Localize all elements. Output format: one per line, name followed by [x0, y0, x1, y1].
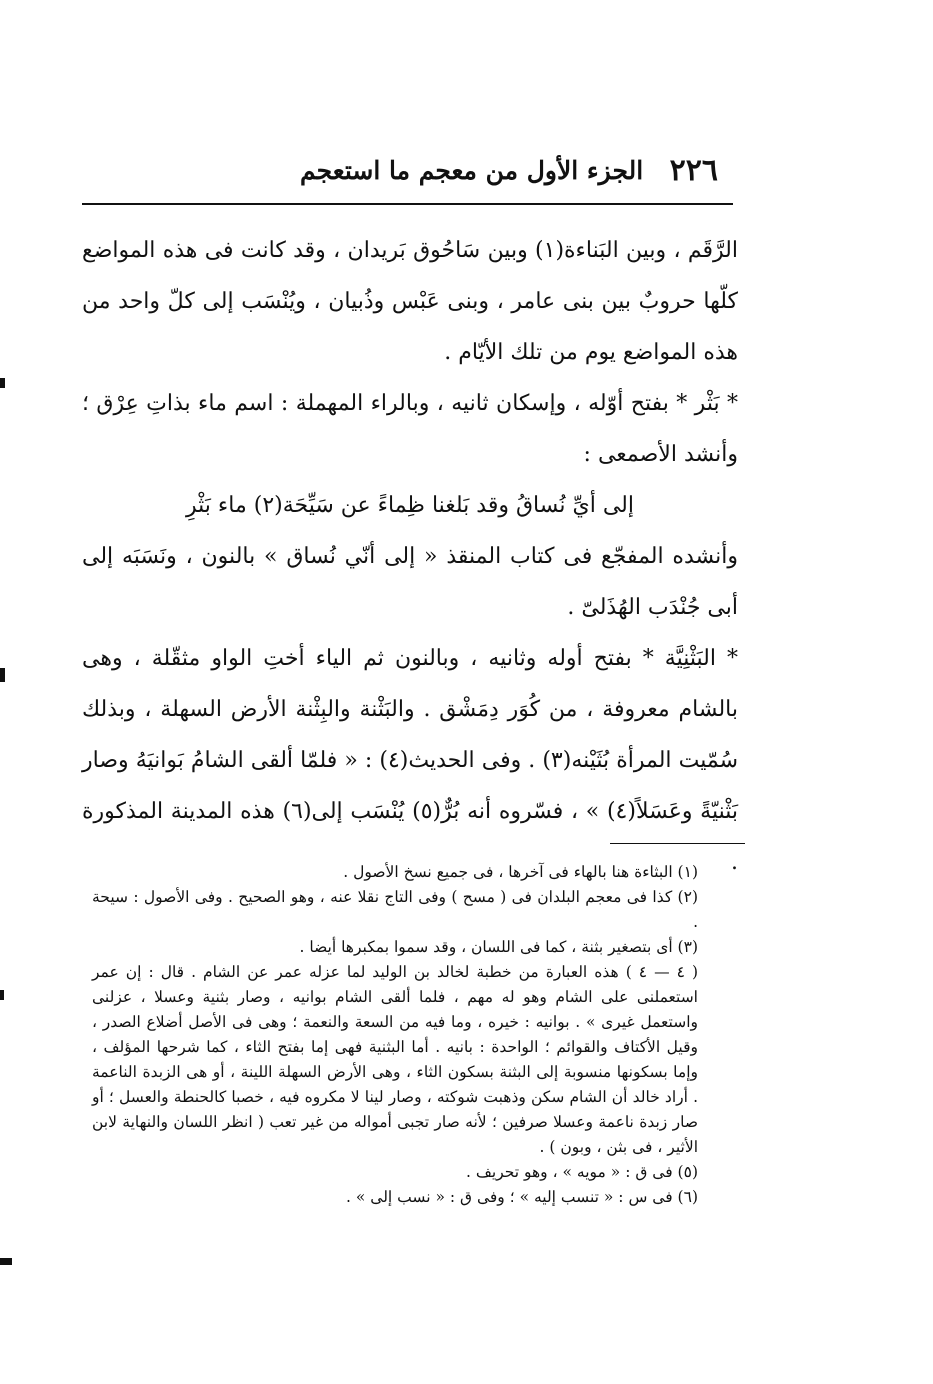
footnote-separator — [610, 843, 745, 844]
paragraph: وأنشده المفجّع فى كتاب المنقذ « إلى أنّي نُساق » بالنون ، ونَسَبَه إلى أبى جُنْدَب الهُذَلىّ . — [82, 544, 738, 620]
scan-edge-mark — [0, 378, 5, 388]
poetry-verse: إلى أيِّ نُساقُ وقد بَلغنا ظِماءً عن سَيِّحَة(٢) ماء بَثْرِ — [186, 493, 634, 518]
footnote: (٥) فى ق : « مويه » ، وهو تحريف . — [465, 1163, 698, 1181]
footnote: (٣) أى بتصغير بثنة ، كما فى اللسان ، وقد سموا بمكبرها أيضا . — [299, 938, 698, 956]
paragraph: * بَثْر * بفتح أوّله ، وإسكان ثانيه ، وبالراء المهملة : اسم ماء بذاتِ عِرْق ؛ وأنشد الأصمعى : — [82, 391, 738, 467]
footnotes — [92, 860, 698, 1210]
page-header — [300, 150, 718, 190]
footnote: ( ٤ — ٤ ) هذه العبارة من خطبة لخالد بن الوليد لما عزله عمر عن الشام . قال : إن عمر استعملنى على الشام وهو له مهم ، فلما ألقى الشام بوانيه ، وصار بثنية وعسلا ، عزلنى واستعمل غيرى » . بوانيه : خيره ، وما فيه من السعة والنعمة ؛ وهى فى الأصل أضلاع الصدر ، وقيل الأكتاف والقوائم ؛ الواحدة : بانيه . أما البثنية فهى إما بفتح الثاء ، كما شرحها المؤلف ، وإما بسكونها منسوبة إلى البثنة بسكون الثاء ، وهى الأرض السهلة اللينة ، أو هى الزبدة الناعمة . أراد خالد أن الشام سكن وذهبت شوكته ، وصار لينا لا مكروه فيه ، خصبا كالحنطة والعسل ؛ أو صار زبدة ناعمة وعسلا صرفين ؛ لأنه صار تجبى أمواله من غير تعب ( انظر اللسان والنهاية لابن الأثير ، فى بثن ، وبون ) . — [92, 963, 698, 1156]
paragraph: * البَثْنِيَّة * بفتح أوله وثانيه ، وبالنون ثم الياء أختِ الواو مثقّلة ، وهى بالشام معروفة ، من كُوَر دِمَشْق . والبَثْنة والبِثْنة الأرض السهلة ، وبذلك سُمّيت المرأة بُثَيْنه(٣) . وفى الحديث(٤) : « فلمّا ألقى الشامُ بَوانيَهُ وصار بَثْنيّةً وعَسَلاً(٤) » ، فسّروه أنه بُرٌّ(٥) يُنْسَب إلى(٦) هذه المدينة المذكورة . — [82, 646, 739, 875]
footnote: (٦) فى س : « تنسب إليه » ؛ وفى ق : « نسب إلى » . — [346, 1188, 698, 1206]
footnote: (١) البثاءة هنا بالهاء فى آخرها ، فى جميع نسخ الأصول . — [343, 863, 698, 881]
paragraph: الرَّقَم ، وبين البَناءة(١) وبين سَاحُوق بَريدان ، وقد كانت فى هذه المواضع كلّها حروبٌ بين بنى عامر ، وبنى عَبْس وذُبيان ، ويُنْسَب إلى كلّ واحد من هذه المواضع يوم من تلك الأيّام . — [82, 238, 738, 365]
footnote: (٢) كذا فى معجم البلدان فى ( مسح ) وفى التاج نقلا عنه ، وهو الصحيح . وفى الأصول : سيحة . — [92, 888, 698, 931]
running-title: الجزء الأول من معجم ما استعجم — [300, 155, 644, 185]
scan-edge-mark — [0, 668, 5, 682]
page-number: ٢٢٦ — [669, 152, 718, 188]
scan-edge-mark — [0, 990, 4, 1000]
main-text — [82, 225, 738, 888]
header-rule — [82, 203, 733, 205]
scan-edge-mark — [0, 1258, 12, 1265]
